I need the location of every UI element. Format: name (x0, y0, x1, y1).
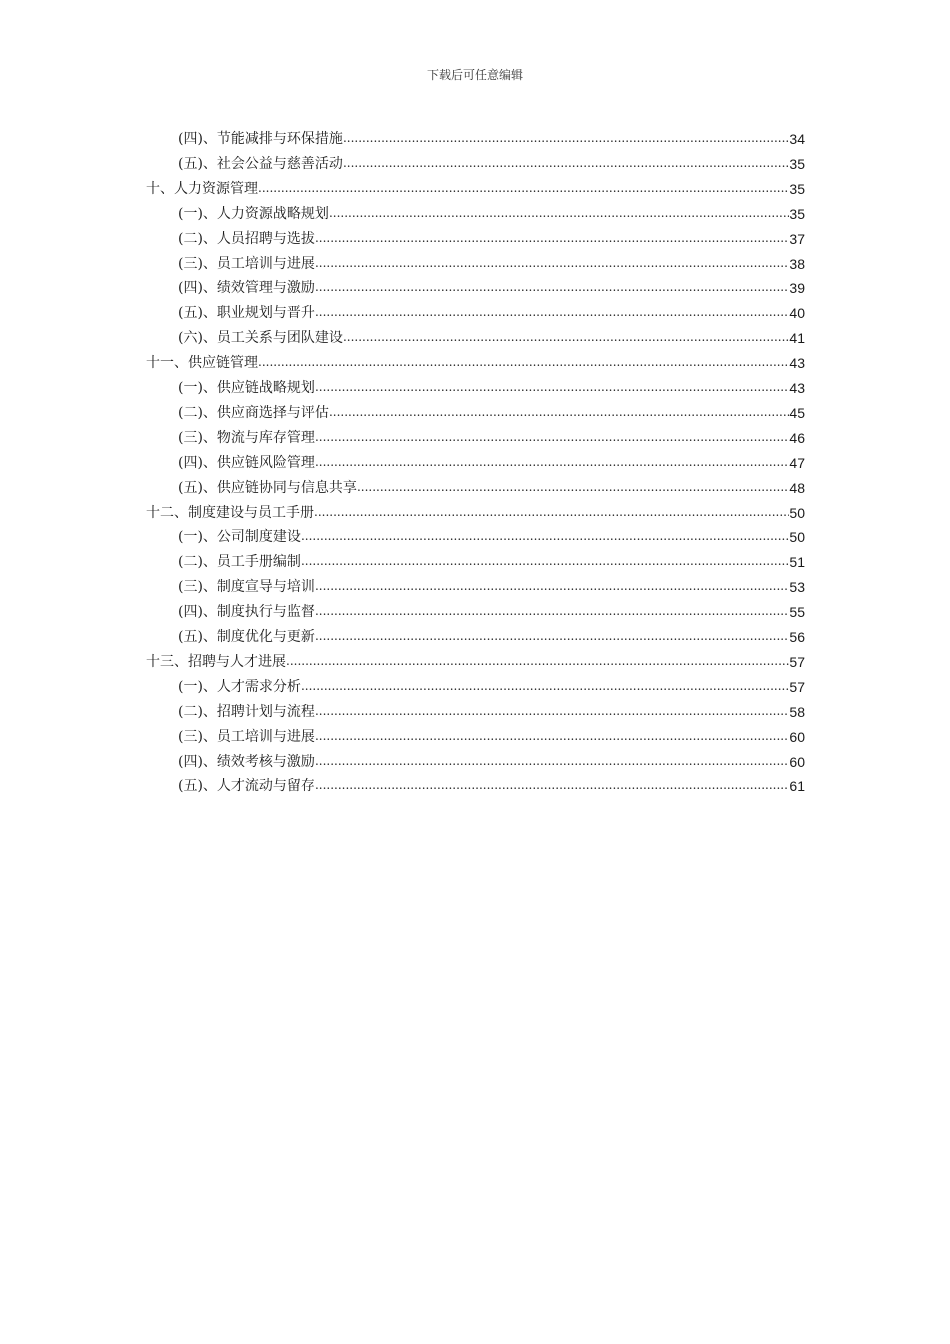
toc-entry-title: (六)、员工关系与团队建设 (178, 330, 343, 347)
toc-entry-title: (三)、制度宣导与培训 (178, 579, 315, 596)
toc-entry-page-number: 41 (789, 330, 805, 347)
toc-entry[interactable] (178, 324, 805, 348)
toc-entry-title: (一)、公司制度建设 (178, 529, 301, 546)
toc-entry-page-number: 35 (789, 180, 805, 197)
toc-dot-leader (343, 130, 789, 146)
toc-entry[interactable] (178, 598, 805, 622)
toc-dot-leader (315, 628, 789, 644)
toc-entry[interactable] (178, 772, 805, 796)
toc-entry-title: (五)、制度优化与更新 (178, 629, 315, 645)
toc-dot-leader (315, 429, 789, 445)
toc-entry-page-number: 43 (789, 355, 805, 372)
toc-entry-page-number: 43 (789, 380, 805, 396)
toc-entry-page-number: 51 (789, 554, 805, 571)
toc-dot-leader (315, 728, 789, 744)
toc-dot-leader (315, 578, 789, 594)
toc-dot-leader (343, 155, 789, 171)
toc-entry-title: 十三、招聘与人才进展 (146, 653, 286, 670)
toc-entry[interactable] (178, 698, 805, 722)
toc-entry-title: (三)、员工培训与进展 (178, 255, 315, 272)
toc-dot-leader (343, 329, 789, 345)
toc-dot-leader (286, 653, 789, 669)
toc-entry[interactable] (178, 424, 805, 448)
toc-entry-page-number: 37 (789, 230, 805, 247)
toc-entry[interactable] (178, 200, 805, 224)
toc-entry[interactable] (178, 723, 805, 747)
toc-entry-title: (四)、节能减排与环保措施 (178, 131, 343, 147)
toc-dot-leader (315, 255, 789, 271)
toc-dot-leader (301, 678, 789, 694)
toc-dot-leader (315, 279, 789, 295)
toc-entry[interactable] (178, 673, 805, 697)
toc-entry-title: (五)、人才流动与留存 (178, 778, 315, 795)
toc-entry-title: (四)、制度执行与监督 (178, 604, 315, 621)
toc-entry-title: (五)、社会公益与慈善活动 (178, 155, 343, 172)
toc-entry-page-number: 40 (789, 305, 805, 322)
toc-entry-page-number: 60 (789, 753, 805, 770)
toc-entry[interactable] (178, 523, 805, 547)
toc-dot-leader (258, 180, 789, 196)
toc-entry-title: (五)、供应链协同与信息共享 (178, 479, 357, 496)
toc-entry-title: (二)、招聘计划与流程 (178, 703, 315, 720)
toc-entry[interactable] (178, 623, 805, 647)
toc-entry-page-number: 57 (789, 653, 805, 670)
toc-entry-page-number: 34 (789, 131, 805, 147)
toc-entry[interactable] (178, 399, 805, 423)
toc-entry-page-number: 53 (789, 579, 805, 596)
toc-dot-leader (329, 205, 789, 221)
toc-entry[interactable] (178, 125, 805, 149)
toc-entry-page-number: 48 (789, 479, 805, 496)
toc-entry-title: (二)、员工手册编制 (178, 554, 301, 571)
toc-dot-leader (357, 479, 789, 495)
toc-dot-leader (301, 553, 789, 569)
toc-dot-leader (315, 777, 789, 793)
toc-dot-leader (315, 703, 789, 719)
toc-entry-page-number: 46 (789, 429, 805, 446)
toc-entry[interactable] (146, 499, 805, 523)
toc-entry-page-number: 38 (789, 255, 805, 272)
page-header-note: 下载后可任意编辑 (426, 68, 523, 82)
toc-entry-page-number: 35 (789, 205, 805, 222)
toc-dot-leader (314, 504, 789, 520)
toc-dot-leader (315, 603, 789, 619)
toc-entry[interactable] (146, 175, 805, 199)
toc-entry[interactable] (146, 349, 805, 373)
toc-entry-title: (二)、人员招聘与选拔 (178, 230, 315, 247)
toc-dot-leader (329, 404, 789, 420)
toc-entry-title: (三)、物流与库存管理 (178, 429, 315, 446)
toc-entry[interactable] (178, 274, 805, 298)
toc-entry-page-number: 45 (789, 404, 805, 421)
toc-entry-page-number: 35 (789, 155, 805, 172)
toc-entry-title: (一)、人才需求分析 (178, 678, 301, 695)
toc-entry-title: (五)、职业规划与晋升 (178, 305, 315, 322)
toc-entry-title: (三)、员工培训与进展 (178, 728, 315, 745)
toc-entry[interactable] (178, 299, 805, 323)
toc-entry-page-number: 55 (789, 604, 805, 621)
toc-entry-title: (一)、供应链战略规划 (178, 380, 315, 396)
toc-dot-leader (315, 230, 789, 246)
toc-entry-page-number: 58 (789, 703, 805, 720)
toc-entry[interactable] (178, 150, 805, 174)
toc-entry-page-number: 50 (789, 504, 805, 521)
toc-entry-title: (一)、人力资源战略规划 (178, 205, 329, 222)
toc-entry-title: (二)、供应商选择与评估 (178, 404, 329, 421)
toc-entry-title: 十、人力资源管理 (146, 180, 258, 197)
toc-entry[interactable] (178, 374, 805, 398)
toc-entry-page-number: 61 (789, 778, 805, 795)
toc-dot-leader (315, 379, 789, 395)
toc-dot-leader (258, 354, 789, 370)
toc-dot-leader (301, 528, 789, 544)
toc-entry-title: 十二、制度建设与员工手册 (146, 504, 314, 521)
toc-entry[interactable] (178, 573, 805, 597)
toc-entry[interactable] (178, 748, 805, 772)
toc-entry-title: 十一、供应链管理 (146, 355, 258, 372)
toc-entry-title: (四)、绩效考核与激励 (178, 753, 315, 770)
toc-dot-leader (315, 454, 789, 470)
toc-entry[interactable] (178, 225, 805, 249)
toc-dot-leader (315, 753, 789, 769)
toc-entry[interactable] (178, 449, 805, 473)
toc-entry[interactable] (146, 648, 805, 672)
toc-entry-title: (四)、绩效管理与激励 (178, 280, 315, 297)
toc-entry-page-number: 60 (789, 728, 805, 745)
toc-entry[interactable] (178, 474, 805, 498)
toc-entry[interactable] (178, 548, 805, 572)
toc-entry-page-number: 56 (789, 629, 805, 645)
toc-entry-title: (四)、供应链风险管理 (178, 454, 315, 471)
toc-entry-page-number: 47 (789, 454, 805, 471)
toc-entry-page-number: 57 (789, 678, 805, 695)
toc-entry[interactable] (178, 250, 805, 274)
toc-entry-page-number: 50 (789, 529, 805, 546)
toc-dot-leader (315, 304, 789, 320)
toc-entry-page-number: 39 (789, 280, 805, 297)
